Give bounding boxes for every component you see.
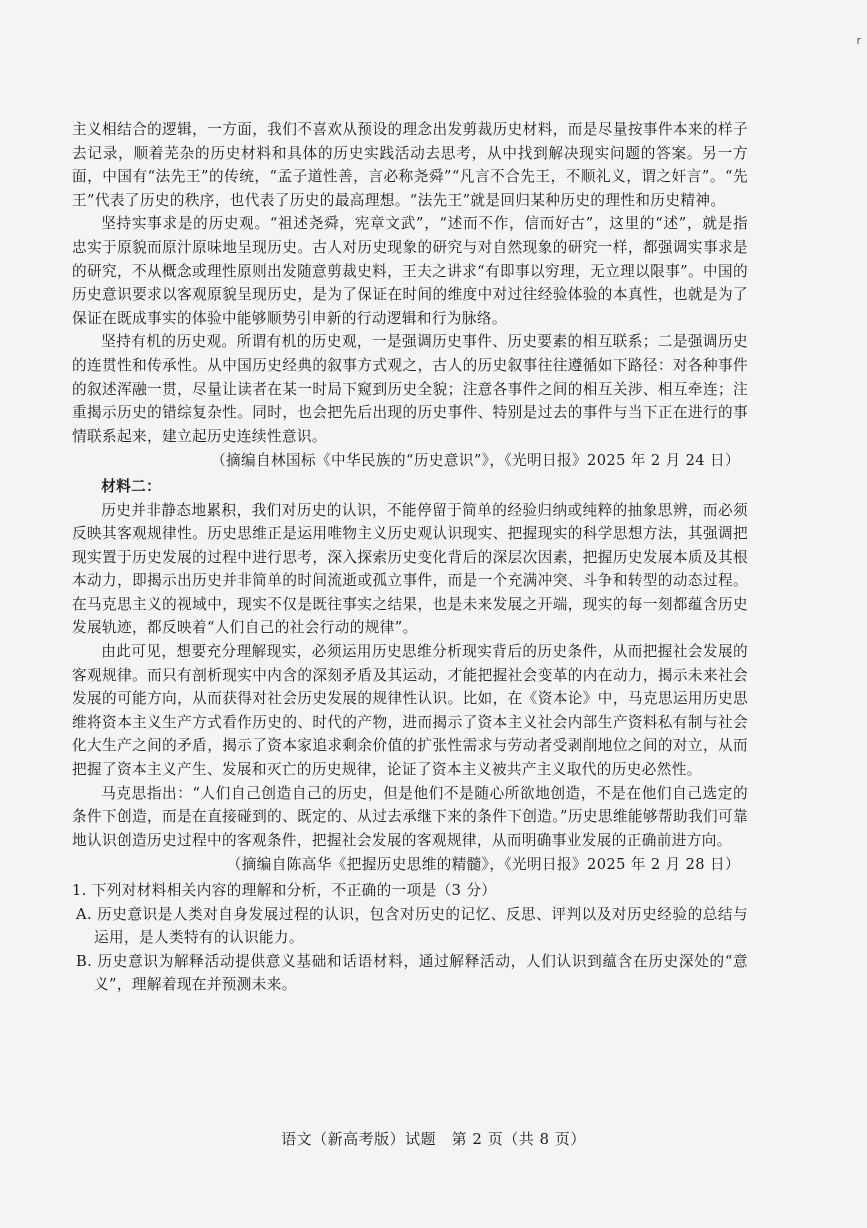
source-citation-2: （摘编自陈高华《把握历史思维的精髓》，《光明日报》2025 年 2 月 28 日） — [226, 856, 740, 874]
material-2-paragraph: 由此可见，想要充分理解现实，必须运用历史思维分析现实背后的历史条件，从而把握社会发展的客观规律。而只有剖析现实中内含的深刻矛盾及其运动，才能把握社会变革的内在动力，揭示未来社会发展的可能方向，从而获得对社会历史发展的规律性认识。比如，在《资本论》中，马克思运用历史思维将资本主义生产方式看作历史的、时代的产物，进而揭示了资本主义社会内部生产资料私有制与社会化大生产之间的矛盾，揭示了资本家追求剩余价值的扩张性需求与劳动者受剥削地位之间的对立，从而把握了资本主义产生、发展和灭亡的历史规律，论证了资本主义被共产主义取代的历史必然性。 — [72, 643, 748, 779]
exam-page-body — [72, 118, 748, 997]
paragraph-factual-view: 坚持实事求是的历史观。“祖述尧舜，宪章文武”，“述而不作，信而好古”，这里的“述”，就是指忠实于原貌而原汁原味地呈现历史。古人对历史现象的研究与对自然现象的研究一样，都强调实事求是的研究，不从概念或理性原则出发随意剪裁史料，王夫之讲求“有即事以穷理，无立理以限事”。中国的历史意识要求以客观原貌呈现历史，是为了保证在时间的维度中对过往经验体验的本真性，也就是为了保证在既成事实的体验中能够顺势引申新的行动逻辑和行为脉络。 — [72, 215, 748, 327]
question-1-stem: 1. 下列对材料相关内容的理解和分析，不正确的一项是（3 分） — [72, 882, 497, 899]
material-2-paragraph: 历史并非静态地累积，我们对历史的认识，不能停留于简单的经验归纳或纯粹的抽象思辨，而必须反映其客观规律性。历史思维正是运用唯物主义历史观认识现实、把握现实的科学思想方法，其强调把现实置于历史发展的过程中进行思考，深入探索历史变化背后的深层次因素，把握历史发展本质及其根本动力，即揭示出历史并非简单的时间流逝或孤立事件，而是一个充满冲突、斗争和转型的动态过程。在马克思主义的视域中，现实不仅是既往事实之结果，也是未来发展之开端，现实的每一刻都蕴含历史发展轨迹，都反映着“人们自己的社会行动的规律”。 — [72, 501, 748, 637]
question-1-option-b: B. 历史意识为解释活动提供意义基础和话语材料，通过解释活动，人们认识到蕴含在历史深处的“意义”，理解着现在并预测未来。 — [76, 952, 748, 994]
source-citation-1: （摘编自林国标《中华民族的“历史意识”》，《光明日报》2025 年 2 月 24 日） — [211, 452, 740, 470]
material-2-heading: 材料二： — [101, 477, 162, 495]
page-footer: 语文（新高考版）试题 第 2 页（共 8 页） — [281, 1130, 586, 1148]
paragraph-continuation: 主义相结合的逻辑，一方面，我们不喜欢从预设的理念出发剪裁历史材料，而是尽量按事件本来的样子去记录，顺着芜杂的历史材料和具体的历史实践活动去思考，从中找到解决现实问题的答案。另一方面，中国有“法先王”的传统，“孟子道性善，言必称尧舜”“凡言不合先王，不顺礼义，谓之奸言”。“先王”代表了历史的秩序，也代表了历史的最高理想。“法先王”就是回归某种历史的理性和历史精神。 — [72, 121, 748, 209]
material-2-paragraph: 马克思指出：“人们自己创造自己的历史，但是他们不是随心所欲地创造，不是在他们自己选定的条件下创造，而是在直接碰到的、既定的、从过去承继下来的条件下创造。”历史思维能够帮助我们可靠地认识创造历史过程中的客观条件，把握社会发展的客观规律，从而明确事业发展的正确前进方向。 — [72, 784, 748, 849]
corner-mark: r — [856, 34, 861, 47]
paragraph-organic-view: 坚持有机的历史观。所谓有机的历史观，一是强调历史事件、历史要素的相互联系；二是强调历史的连贯性和传承性。从中国历史经典的叙事方式观之，古人的历史叙事往往遵循如下路径：对各种事件的叙述浑融一贯，尽量让读者在某一时局下窥到历史全貌；注意各事件之间的相互关涉、相互牵连；注重揭示历史的错综复杂性。同时，也会把先后出现的历史事件、特别是过去的事件与当下正在进行的事情联系起来，建立起历史连续性意识。 — [72, 333, 748, 445]
question-1-option-a: A. 历史意识是人类对自身发展过程的认识，包含对历史的记忆、反思、评判以及对历史经验的总结与运用，是人类特有的认识能力。 — [76, 905, 748, 947]
